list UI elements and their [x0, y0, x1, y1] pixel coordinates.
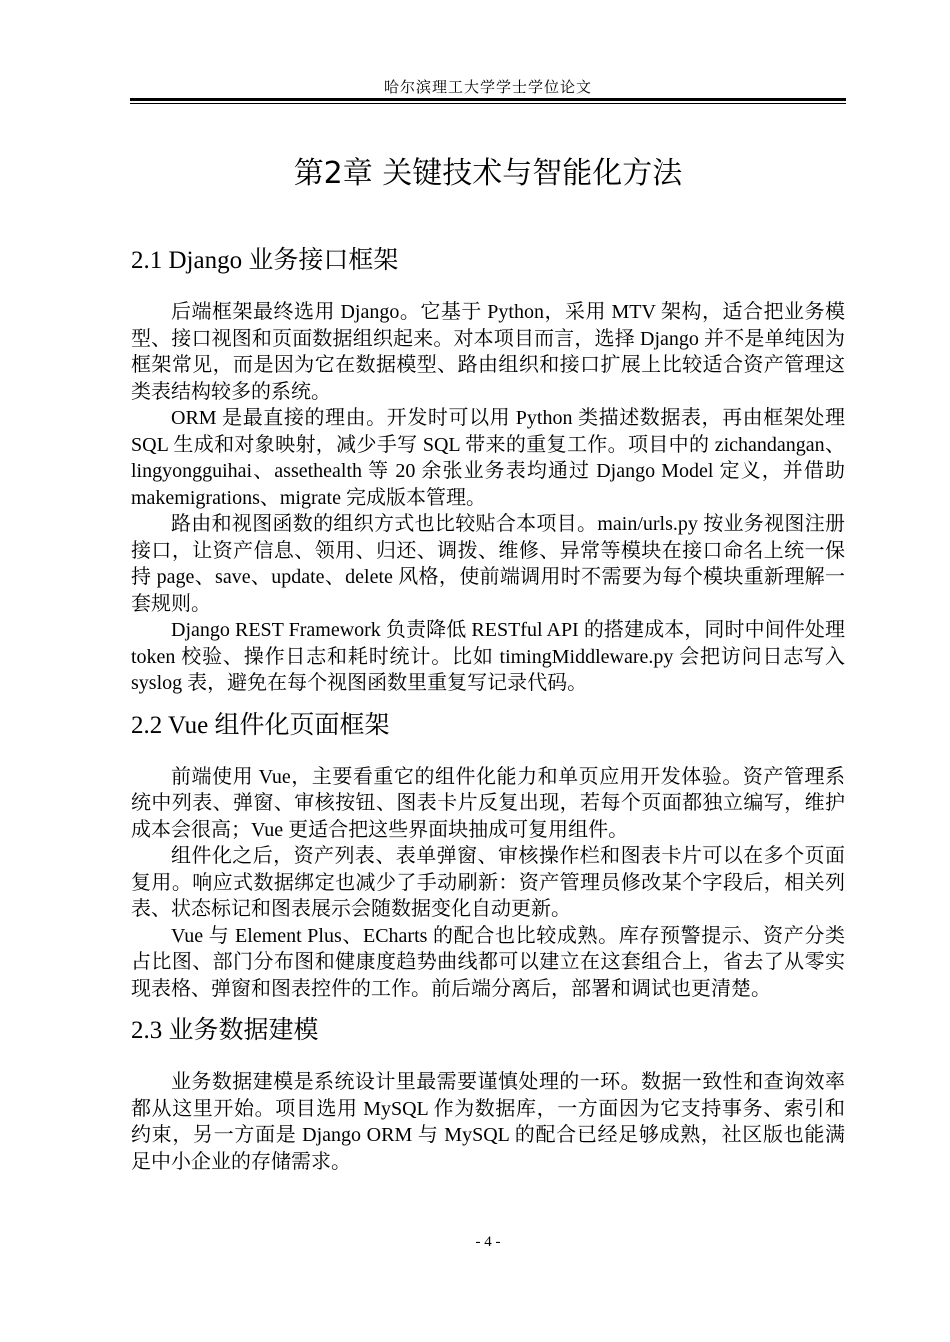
section-title: 2.1 Django 业务接口框架 — [131, 247, 399, 274]
section-title: 2.3 业务数据建模 — [131, 1017, 319, 1044]
running-header: 哈尔滨理工大学学士学位论文 — [383, 80, 592, 96]
section-title: 2.2 Vue 组件化页面框架 — [131, 711, 390, 739]
header-rule-thick — [130, 98, 846, 101]
paragraph: 后端框架最终选用 Django。它基于 Python，采用 MTV 架构，适合把业务模型、接口视图和页面数据组织起来。对本项目而言，选择 Django 并不是单纯因为框架常见，而是因为它在数据模型、路由组织和接口扩展上比较适合资产管理这类表结构较多的系统。 — [131, 301, 845, 403]
paragraph: 组件化之后，资产列表、表单弹窗、审核操作栏和图表卡片可以在多个页面复用。响应式数据绑定也减少了手动刷新：资产管理员修改某个字段后，相关列表、状态标记和图表展示会随数据变化自动更新。 — [131, 845, 845, 920]
paragraph: 路由和视图函数的组织方式也比较贴合本项目。main/urls.py 按业务视图注册接口，让资产信息、领用、归还、调拨、维修、异常等模块在接口命名上统一保持 page、save、update、delete 风格，使前端调用时不需要为每个模块重新理解一套规则。 — [131, 513, 845, 615]
section-2-1 — [131, 244, 845, 697]
paragraph: Vue 与 Element Plus、ECharts 的配合也比较成熟。库存预警提示、资产分类占比图、部门分布图和健康度趋势曲线都可以建立在这套组合上，省去了从零实现表格、弹窗和图表控件的工作。前后端分离后，部署和调试也更清楚。 — [131, 924, 845, 1000]
section-2-3 — [131, 1014, 845, 1175]
page-number: - 4 - — [475, 1234, 501, 1250]
paragraph: 业务数据建模是系统设计里最需要谨慎处理的一环。数据一致性和查询效率都从这里开始。项目选用 MySQL 作为数据库，一方面因为它支持事务、索引和约束，另一方面是 Django ORM 与 MySQL 的配合已经足够成熟，社区版也能满足中小企业的存储需求。 — [131, 1071, 845, 1173]
paragraph: Django REST Framework 负责降低 RESTful API 的搭建成本，同时中间件处理 token 校验、操作日志和耗时统计。比如 timingMiddleware.py 会把访问日志写入 syslog 表，避免在每个视图函数里重复写记录代码。 — [131, 619, 845, 694]
paragraph: ORM 是最直接的理由。开发时可以用 Python 类描述数据表，再由框架处理 SQL 生成和对象映射，减少手写 SQL 带来的重复工作。项目中的 zichandangan、lingyongguihai、assethealth 等 20 余张业务表均通过 Django Model 定义，并借助 makemigrations、migrate 完成版本管理。 — [131, 407, 845, 509]
chapter-title: 第2章 关键技术与智能化方法 — [293, 156, 683, 191]
header-rule-thin — [130, 103, 846, 104]
page-body — [131, 148, 845, 1175]
section-2-2 — [131, 709, 845, 1003]
paragraph: 前端使用 Vue，主要看重它的组件化能力和单页应用开发体验。资产管理系统中列表、弹窗、审核按钮、图表卡片反复出现，若每个页面都独立编写，维护成本会很高；Vue 更适合把这些界面块抽成可复用组件。 — [131, 765, 845, 841]
